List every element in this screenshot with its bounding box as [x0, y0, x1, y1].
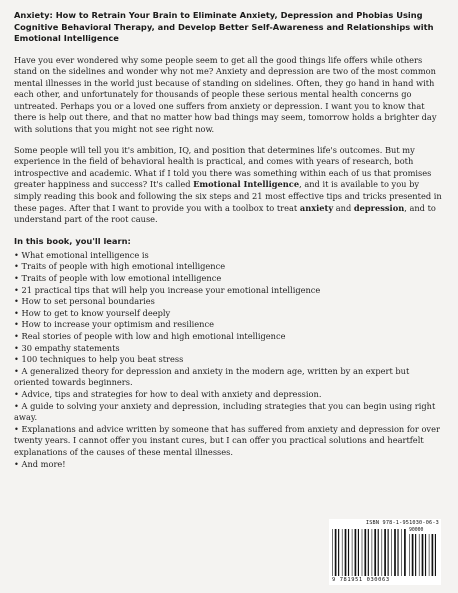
barcode-bar: [348, 529, 349, 576]
list-item: • Traits of people with low emotional intelligence: [14, 273, 444, 285]
barcode-bar: [362, 529, 363, 576]
supplement-digits: 90000: [409, 528, 424, 533]
barcode-bar: [412, 534, 414, 576]
learn-list: [14, 250, 444, 470]
learn-heading: In this book, you'll learn:: [14, 235, 131, 246]
barcode-bar: [364, 529, 366, 576]
emotional-intelligence-paragraph: [14, 145, 444, 226]
barcode-bar: [335, 529, 337, 576]
list-item: • How to get to know yourself deeply: [14, 308, 444, 320]
barcode-bar: [388, 529, 389, 576]
barcode-bar: [332, 529, 333, 576]
barcode-bar: [394, 529, 396, 576]
list-item: • 30 empathy statements: [14, 343, 444, 355]
barcode-bar: [342, 529, 343, 576]
book-title: Anxiety: How to Retrain Your Brain to Eliminate Anxiety, Depression and Phobias Using Cognitive Behavioral Therapy, and Develop Better Self-Awareness and Relationships with Emotional Intelligence: [14, 10, 434, 43]
paragraph2-part2: , and it is available to you by simply reading this book and following the six steps and 21 most effective tips and tricks presented in these pages. After that I want to provide you with a toolbox to treat: [14, 179, 442, 213]
barcode-bar: [372, 529, 373, 576]
list-item: • How to set personal boundaries: [14, 296, 444, 308]
paragraph2-part3: and: [333, 202, 354, 213]
barcode-bar: [401, 529, 402, 576]
barcode-bar: [368, 529, 369, 576]
barcode-bar: [419, 534, 420, 576]
anxiety-term: anxiety: [299, 202, 334, 213]
barcode-bar: [338, 529, 339, 576]
list-item: • A generalized theory for depression and anxiety in the modern age, written by an expert but oriented towards beginners.: [14, 366, 444, 389]
barcode-bar: [391, 529, 392, 576]
barcode-bar: [382, 529, 383, 576]
emotional-intelligence-term: Emotional Intelligence: [193, 179, 300, 190]
list-item: • What emotional intelligence is: [14, 250, 444, 262]
barcode-bar: [432, 534, 434, 576]
barcode-bar: [374, 529, 376, 576]
list-item: • 21 practical tips that will help you increase your emotional intelligence: [14, 285, 444, 297]
supplement-barcode-bars: [409, 534, 437, 576]
barcode-bar: [352, 529, 353, 576]
barcode-bar: [345, 529, 347, 576]
barcode-bar: [425, 534, 426, 576]
barcode-bar: [378, 529, 379, 576]
isbn-barcode: [329, 519, 441, 585]
list-item: • 100 techniques to help you beat stress: [14, 354, 444, 366]
paragraph2-part4: , and to understand part of the root cause.: [14, 202, 436, 225]
list-item: • Real stories of people with low and high emotional intelligence: [14, 331, 444, 343]
barcode-bar: [404, 529, 406, 576]
list-item: • Traits of people with high emotional intelligence: [14, 261, 444, 273]
barcode-bar: [358, 529, 359, 576]
list-item: • Explanations and advice written by someone that has suffered from anxiety and depression for over twenty years. I cannot offer you instant cures, but I can offer you practical solutions and heartfelt explanations of the causes of these mental illnesses.: [14, 424, 444, 459]
paragraph2-part1: Some people will tell you it's ambition, IQ, and position that determines life's outcomes. But my experience in the field of behavioral health is practical, and comes with years of research, both introspective and academic. What if I told you there was something within each of us that promises greater happiness and success? It's called: [14, 144, 432, 190]
barcode-bar: [422, 534, 424, 576]
barcode-bar: [409, 534, 410, 576]
list-item: • And more!: [14, 459, 444, 471]
ean-digits: 9 781951 030063: [332, 577, 390, 583]
back-cover-text: [14, 10, 444, 470]
barcode-bar: [397, 529, 398, 576]
barcode-bar: [435, 534, 436, 576]
isbn-label: ISBN 978-1-951030-06-3: [365, 520, 439, 526]
list-item: • Advice, tips and strategies for how to deal with anxiety and depression.: [14, 389, 444, 401]
ean-barcode-bars: [332, 529, 406, 576]
list-item: • How to increase your optimism and resilience: [14, 319, 444, 331]
barcode-bar: [355, 529, 357, 576]
barcode-bar: [384, 529, 386, 576]
barcode-bar: [415, 534, 416, 576]
depression-term: depression: [353, 202, 405, 213]
intro-paragraph: Have you ever wondered why some people seem to get all the good things life offers while others stand on the sidelines and wonder why not me? Anxiety and depression are two of the most common mental illnesses in the world just because of standing on sidelines. Often, they go hand in hand with each other, and unfortunately for thousands of people these serious mental health concerns go untreated. Perhaps you or a loved one suffers from anxiety or depression. I want you to know that there is help out there, and that no matter how bad things may seem, tomorrow holds a brighter day with solutions that you might not see right now.: [14, 54, 437, 135]
list-item: • A guide to solving your anxiety and depression, including strategies that you can begin using right away.: [14, 401, 444, 424]
barcode-bar: [429, 534, 430, 576]
